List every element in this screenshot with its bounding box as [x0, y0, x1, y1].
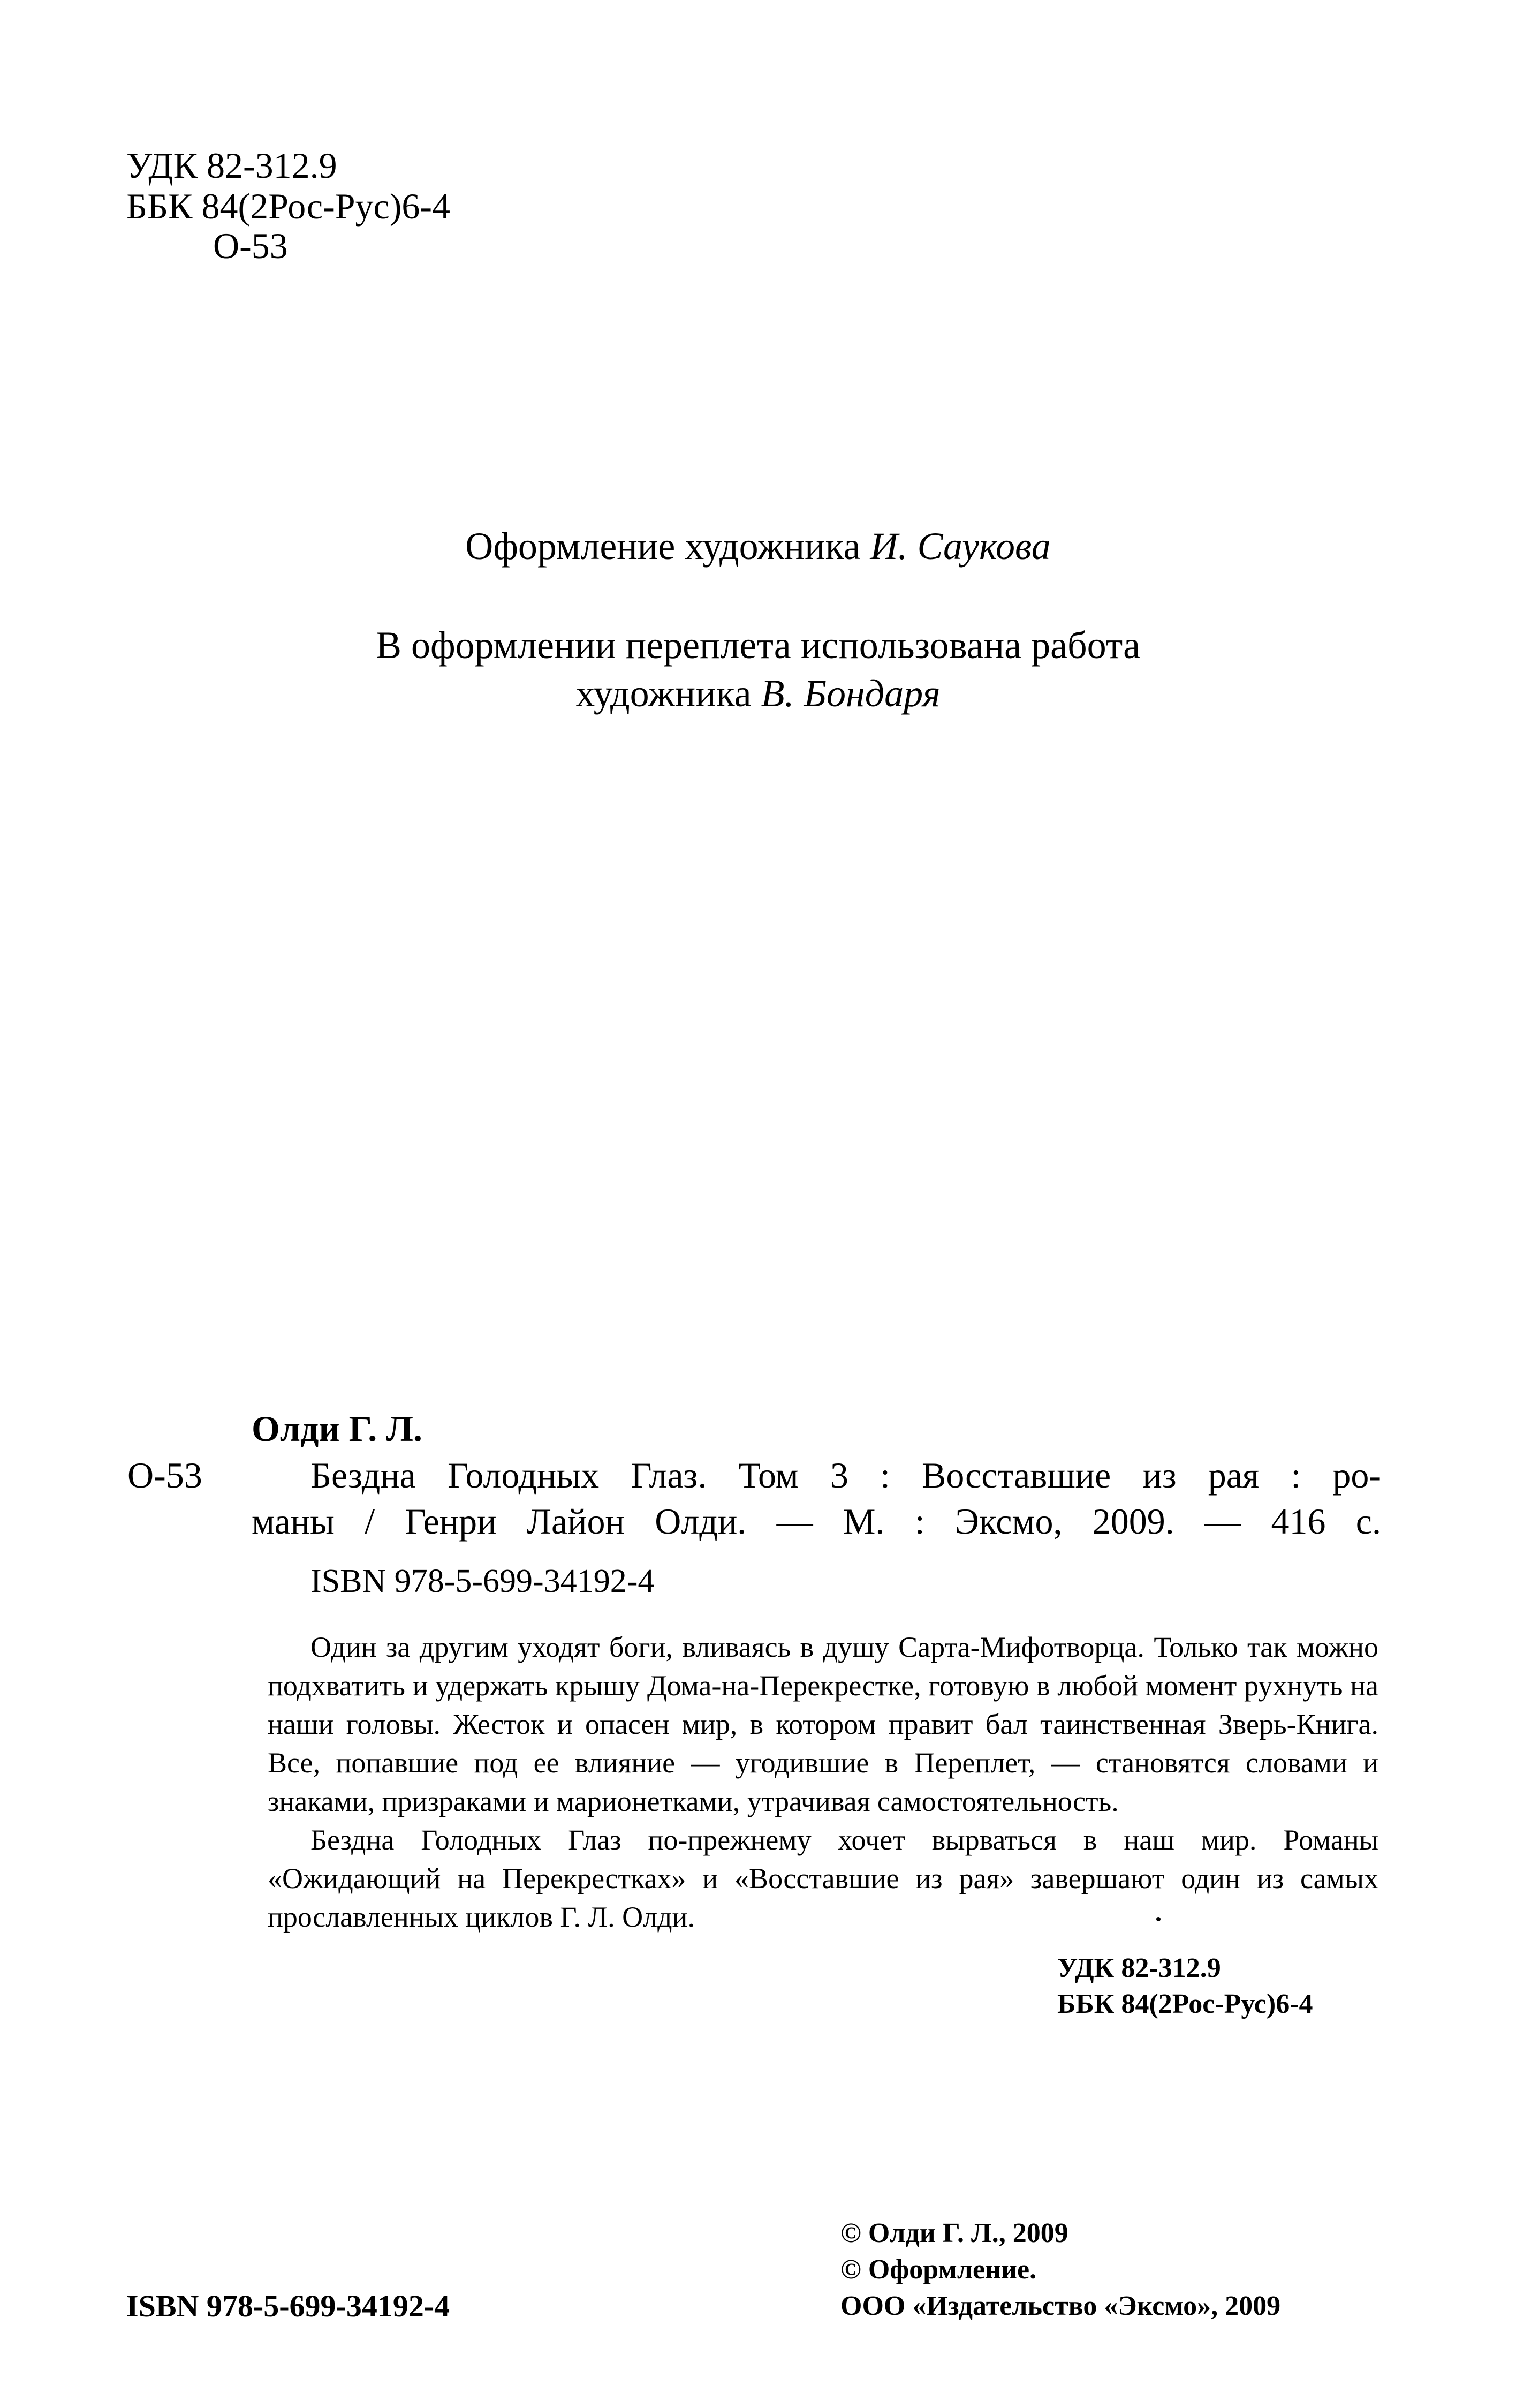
- design-credit: [0, 522, 1516, 570]
- header-bbk: ББК 84(2Рос-Рус)6-4: [126, 186, 451, 227]
- biblio-title-line1: Бездна Голодных Глаз. Том 3 : Восставшие из рая : ро-: [310, 1455, 1381, 1496]
- biblio-code: О-53: [127, 1455, 202, 1496]
- annotation: [268, 1628, 1378, 1936]
- annotation-paragraph-2: Бездна Голодных Глаз по-прежнему хочет вырваться в наш мир. Романы «Ожидающий на Перекрестках» и «Восставшие из рая» завершают один из самых прославленных циклов Г. Л. Олди.: [268, 1824, 1378, 1933]
- copyright-publisher: ООО «Издательство «Эксмо», 2009: [840, 2291, 1281, 2321]
- copyright-author: © Олди Г. Л., 2009: [840, 2218, 1068, 2248]
- classification-udk: УДК 82-312.9: [1057, 1953, 1221, 1983]
- binding-credit-line1: В оформлении переплета использована работа: [375, 624, 1141, 667]
- design-credit-artist: И. Саукова: [870, 525, 1051, 568]
- header-udk: УДК 82-312.9: [126, 145, 337, 186]
- biblio-isbn: ISBN 978-5-699-34192-4: [310, 1563, 655, 1599]
- binding-credit-line2: [0, 669, 1516, 718]
- classification-bbk: ББК 84(2Рос-Рус)6-4: [1057, 1989, 1313, 2019]
- binding-credit-prefix: художника: [575, 672, 761, 715]
- binding-credit-artist: В. Бондаря: [761, 672, 941, 715]
- header-code: О-53: [213, 225, 288, 266]
- design-credit-prefix: Оформление художника: [465, 525, 870, 568]
- footer-isbn: ISBN 978-5-699-34192-4: [126, 2289, 450, 2323]
- annotation-paragraph-1: Один за другим уходят боги, вливаясь в душу Сарта-Мифотворца. Только так можно подхватить и удержать крышу Дома-на-Перекрестке, готовую в любой момент рухнуть на наши головы. Жесток и опасен мир, в котором правит бал таинственная Зверь-Книга. Все, попавшие под ее влияние — угодившие в Переплет, — становятся словами и знаками, призраками и марионетками, утрачивая самостоятельность.: [268, 1631, 1378, 1817]
- biblio-title-line2: маны / Генри Лайон Олди. — М. : Эксмо, 2009. — 416 с.: [252, 1501, 1381, 1542]
- stray-mark: [1156, 1917, 1161, 1921]
- biblio-author: Олди Г. Л.: [252, 1408, 422, 1449]
- copyright-design: © Оформление.: [840, 2254, 1037, 2285]
